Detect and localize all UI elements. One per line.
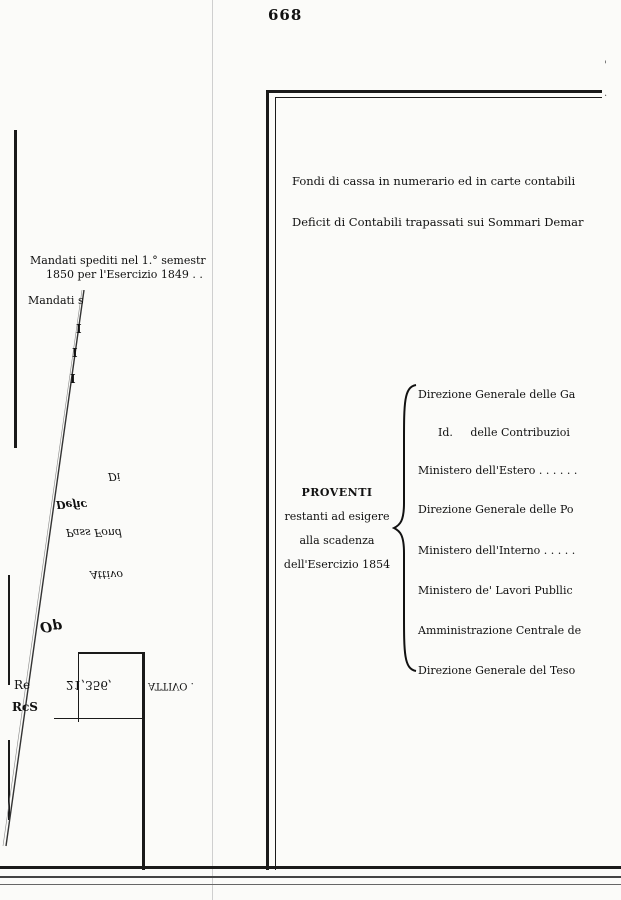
- mandati-short: Mandati s: [28, 294, 84, 307]
- res-label: RcS: [12, 700, 38, 714]
- mirror-text-di: Di: [108, 470, 121, 483]
- list-item: Ministero de' Lavori Publlic: [418, 584, 573, 597]
- mark-i-3: I: [70, 372, 76, 386]
- bottom-rule: [0, 866, 621, 869]
- mirror-text-op: Op: [40, 618, 62, 634]
- table-left-rule: [266, 90, 269, 870]
- list-item: Ministero dell'Estero . . . . . .: [418, 464, 578, 477]
- list-item: Direzione Generale delle Ga: [418, 388, 576, 401]
- proventi-line-4: dell'Esercizio 1854: [283, 558, 391, 571]
- page-number: 668: [268, 6, 303, 24]
- list-item: Direzione Generale delle Po: [418, 503, 574, 516]
- box-right-rule: [142, 652, 145, 870]
- proventi-line-3: alla scadenza: [299, 534, 375, 547]
- mirror-text-pass-fond: Pass Fond: [66, 526, 123, 539]
- fondi-line: Fondi di cassa in numerario ed in carte contabili: [292, 174, 576, 188]
- mark-i-2: I: [72, 346, 78, 360]
- bottom-rule-3: [0, 884, 621, 885]
- diagonal-rule: [0, 290, 90, 850]
- table-top-rule-inner: [276, 97, 602, 98]
- table-top-rule: [266, 90, 602, 93]
- curly-brace: [392, 383, 420, 673]
- margin-mark: ': [604, 60, 607, 71]
- proventi-block: [276, 481, 398, 577]
- bottom-rule-2: [0, 876, 621, 878]
- mark-i: I: [76, 322, 82, 336]
- list-item: Direzione Generale del Teso: [418, 664, 576, 677]
- proventi-line-2: restanti ad esigere: [284, 510, 390, 523]
- deficit-line: Deficit di Contabili trapassati sui Sommari Demar: [292, 215, 584, 229]
- re-label: Re: [14, 678, 31, 692]
- list-item: Ministero dell'Interno . . . . .: [418, 544, 576, 557]
- page-fold-line: [212, 0, 213, 900]
- mandati-line-1: Mandati spediti nel 1.° semestr: [30, 254, 206, 267]
- list-item: Id. delle Contribuzioi: [438, 426, 570, 439]
- proventi-title: PROVENTI: [301, 486, 373, 499]
- mirror-text-attivo: Attivo: [90, 568, 123, 581]
- mirror-text-attivo-2: ATTIVO .: [148, 680, 194, 691]
- margin-mark: .: [604, 88, 608, 99]
- mirror-text-amount: 21,356,: [66, 678, 112, 692]
- list-item: Amministrazione Centrale de: [418, 624, 582, 637]
- mandati-line-2: 1850 per l'Esercizio 1849 . .: [46, 268, 203, 281]
- mirror-text-defic: Defic: [56, 498, 88, 511]
